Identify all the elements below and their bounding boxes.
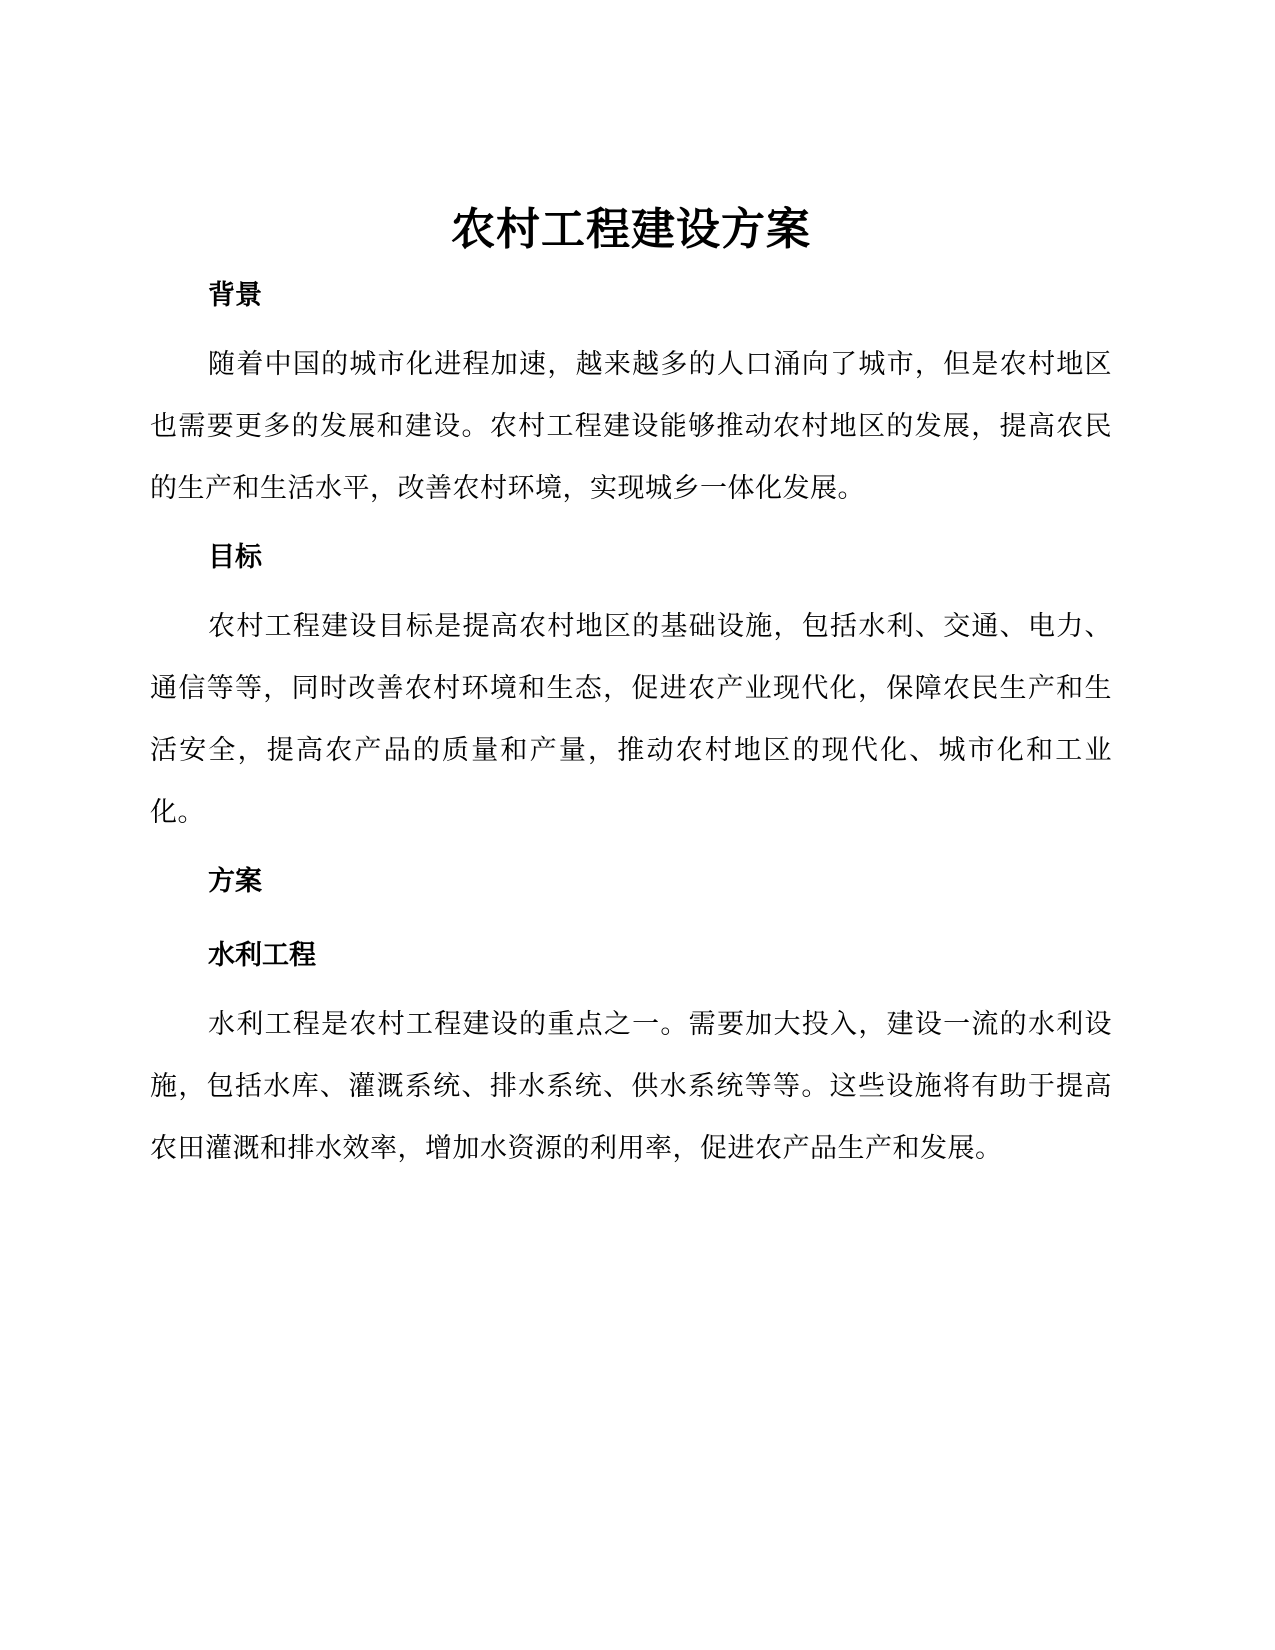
section-heading-plan: 方案 — [208, 866, 262, 897]
section-paragraph-background: 随着中国的城市化进程加速，越来越多的人口涌向了城市，但是农村地区也需要更多的发展和建设。农村工程建设能够推动农村地区的发展，提高农民的生产和生活水平，改善农村环境，实现城乡一体化发展。 — [150, 349, 1112, 504]
document-title: 农村工程建设方案 — [451, 204, 811, 255]
section-heading-goals: 目标 — [208, 542, 262, 573]
section-heading-background: 背景 — [208, 280, 262, 311]
section-heading-water-engineering: 水利工程 — [208, 940, 316, 971]
section-paragraph-water-engineering: 水利工程是农村工程建设的重点之一。需要加大投入，建设一流的水利设施，包括水库、灌溉系统、排水系统、供水系统等等。这些设施将有助于提高农田灌溉和排水效率，增加水资源的利用率，促进农产品生产和发展。 — [150, 1009, 1112, 1164]
document-page — [150, 200, 1112, 1180]
section-paragraph-goals: 农村工程建设目标是提高农村地区的基础设施，包括水利、交通、电力、通信等等，同时改善农村环境和生态，促进农产业现代化，保障农民生产和生活安全，提高农产品的质量和产量，推动农村地区的现代化、城市化和工业化。 — [150, 611, 1112, 828]
